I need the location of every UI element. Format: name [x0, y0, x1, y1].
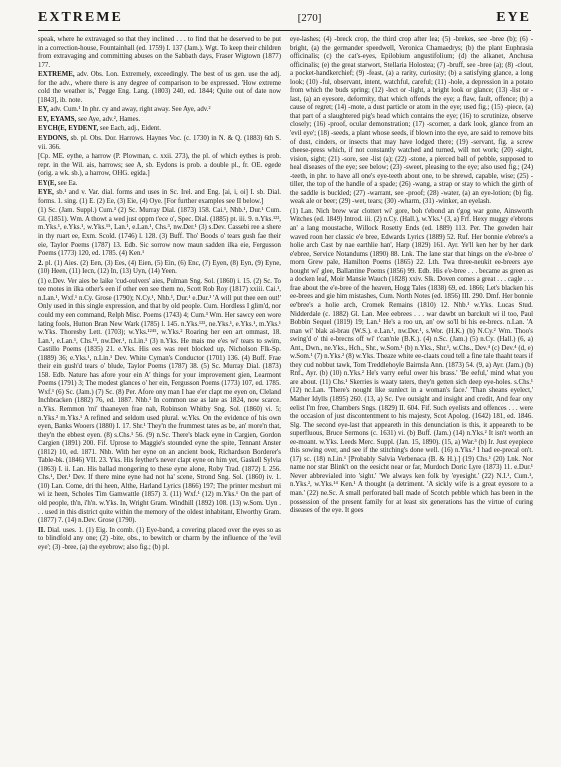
dictionary-entry [38, 153, 281, 179]
dictionary-entry [38, 71, 281, 105]
entry-text: Dial. uses. 1. (1) Eig. In comb. (1) Eye-band, a covering placed over the eyes so as to blindfold any one; (2) -bite, obs., to bewitch or charm by the influence of the 'evil eye'; (3) -bree, (a) the eyebrow; also fig.; (b) pl. [38, 526, 281, 551]
entry-text: (1) Lan. Nich brew war clottert wi' gore, boh t'ebond an t'gog war gone, Ainsworth Witches (ed. 1849) Introd. iii. (2) n.Cy. (Hall.), w.Yks.¹ (3, a) Frf. Hexy muggy e'ebrons an' a lang moustache, Willock Rosetty Ends (ed. 1889) 113. Per. The gowden hair waved roon her classic e'e bree, Edwards Lyrics (1889) 52. Ruf. Her bonnie e'ebree's a holie arch Cast by nae earthlie han', Harp (1829) 161. Ayr. Ye'll ken her by her dark e'ebree, Service Notandums (1890) 88. Lnk. The lane star that hings on the e'e-bree o' morn Grew pale, Hamilton Poems (1865) 22. Lth. Twa three-neukit ee-breers aye hought wi' glee, Ballantine Poems (1856) 99. Edb. His e'e-bree . . . became as green as a docken leaf, Moir Mansie Wauch (1828) xxiv. Slk. Doven comes a great . . . cagle . . . frae about the e'e-bree of the heaven, Hogg Tales (1838) 69, ed. 1866; Let's blacken his ee-brees and gie him mistashes, Cum. North Notes (ed. 1856) III. 290. Dmf. Her bonnie ee'bree's a holie arch, Cromek Remains (1810) 12. Nhb.¹ w.Yks. Lucas Stud. Nidderdale (c. 1882) Gl. Lan. Mee eebrees . . . war dawbt un barckult wi il too, Paul Bobbin Sequel (1819) 19; Lan.¹ He's a roo un, an' ow so'll bi his ee-brecs. n.Lan. 'A man wi' blak ai-brau (W.S.). e.Lan.¹, nw.Der.¹, s.Wor. (H.K.) (b) N.Cy.² Wm. Thoo's swing'd o' thi e-brecns off wi' t'can'nle (B.K.). (4) n.Sc. (Jam.) (5) n.Cy. (Hall.) (6, a) Ant., Dwn., ne.Yks., Hch., Shr., w.Som.¹ (b) n.Yks., Shr.¹, w.Chs., Dev.⁴ (c) Dev.⁴ (d, e) w.Som.¹ (7) n.Yks.² (8) w.Yks. Theaze white ee-claats coud tell a fine tale thaaht tears if they cud nobbut tawk, Tom Treddlehoyle Bairnsla Ann. (1873) 54. (9, a) Ayr. (Jam.) (b) Rnf., Ayr. (b) (10) n.Yks.² He's varry eeful ower his brass.' 'Be eeful,' mind what you are about. (11) Chs.¹ Skerries is waaty taters, they'n getten sich deep eye-holes. s.Chs.¹ (12) nc.Lan. 'There's nought like sunlect in a woman's face.' 'Than sheans eyelect,' Mather Idylls (1895) 260. (13, a) Sc. I've outsight and insight and credit, And fear ony eelist I'm free, Chambers Sngs. (1829) II. 604. Fif. Such eyelists and offences . . . were the occasion of just discontentment to his majesty, Scot Apolog. (1642) 181, ed. 1846. Slg. The second eye-last that appeareth in this denunciation is this, it appeareth to be superfluous, Bruce Sermons (c. 1631) vi. (b) Buff. (Jam.) (14) n.Yks.² It isn't worth an ee-moant. w.Yks. Leeds Merc. Suppl. (Jan. 15, 1890). (15, a) War.³ (b) Ir. Just eyepiece this sowing over, and see if the stitching's done well. (16) n.Yks.² I had ee-precal on't. (17) sc. (18) n.Lin.¹ [Probably Salvia Verbenaca (B. & H.).] (19) Chs.¹ (20) Lnk. Nor name nor star Blink't on the eesicht near or far, Murdoch Doric Lyre (1873) 11. e.Dur.¹ Never abbrevialed into 'sight.' 'We always ken folk by 'eyesight.' (22) N.I.¹, Cum.¹, n.Yks.², w.Yks.¹⁴ Ken.¹ A thought (a detriment. 'A sickly wife is a great eyesore to a man.' (22) ne.Sc. A small perforated ball made of Scotch pebble which has been in the possession of the present family for at least six generations has the virtue of curing diseases of the eye. It goes [290, 207, 533, 515]
entry-headword: EXTREME, [38, 71, 75, 79]
entry-text: speak, where he extravaged so that they inclined . . . to find that he deserved to be put in a correction-house, Fountainhall (ed. 1759) I. 137 (Jam.). Wgt. To keep their children from extravaging and committing abuses on the Sabbath days, Fraser Wigtown (1877) 177. [38, 36, 281, 69]
entry-text: see Aye, adv.², Hames. [78, 115, 141, 123]
entry-text: adv. Obs. Lon. Extremely, exceedingly. The best of us gen. use the adj. for the adv., where there is any degree of comparison to be expressed. 'How extreme cold the weather is,' Pegge Eng. Lang. (1803) 240, ed. 1844; Quite out of date now [1843], ib. note. [38, 71, 281, 104]
dictionary-entry [38, 125, 281, 134]
dictionary-entry [38, 116, 281, 125]
dictionary-entry [290, 208, 533, 516]
entry-headword: 2. [38, 259, 44, 267]
entry-text: see Ea. [57, 179, 78, 187]
dictionary-entry [38, 180, 281, 189]
dictionary-entry [38, 106, 281, 115]
entry-text: pl. (1) Aies. (2) Een, (3) Ees, (4) Eien, (5) Ein, (6) Enc, (7) Eyen, (8) Eyn, (9) Eyne, (10) Heen, (11) Iecn, (12) In, (13) Uyn, (14) Yeen. [38, 259, 281, 276]
dictionary-entry [38, 189, 281, 206]
header-right-word: EYE [496, 10, 531, 25]
entry-text: (1) e.Dev. Ver aies be laike 'cud-oulvers' aies, Pulman Sng. Sol. (1860) i. 15. (2) Sc. To tee motes in ilka other's een if other een see them no, Scott Rob Roy (1817) xxiii. Cai.¹, n.Lan.¹, Wxf.¹ n.Cy. Grose (1790); N.Cy.¹, Nhb.¹, Dur.¹ e.Dur.¹ 'A will put thee een out!' Only used in this single expression, and that by old people. Cum. Hordless I glim'd, nor could my een command, Relph Misc. Poems (1743) 4; Cum.³ Wm. Her sawcy een wore lating fools, Hutton Bran New Wark (1785) l. 145. n.Yks.¹²³, ne.Yks.¹, e.Yks.¹, m.Yks.¹ w.Yks. Thoresby Lett. (1703); w.Yks.¹²⁴⁵, w.Yks.² Roaring her een art ommast, 18. Lan.¹, e.Lan.¹, Chs.¹³, nw.Der.¹, n.Lin.¹ (3) n.Yks. He mais me e'es wi' tears to swim, Castillo Poems (1835) 21. e.Yks. His ees was reet blocked up, Nicholson Flk-Sp. (1889) 36; e.Yks.¹, n.Lin.¹ Dev. White Cyman's Conductor (1701) 136. (4) Buff. Frae their ein gush'd tears o' blude, Taylor Poems (1787) 38. (5) Sc. Murray Dial. (1873) 158. Edb. Nature has afore your ein A' things for your improvement gien, Learmont Poems (1791) 3; The modest glances o' her ein, Fergusson Poems (1773) 107, ed. 1785. Wxf.¹ (6) Sc. (Jam.) (7) Sc. (8) Per. Afore ony man I hae e'er clapt me eyen on, Cleland Inchbracken (1882) 76, ed. 1887. Nhb.¹ In common use as late as 1824, now scarce. n.Yks. Remmon 'mi' thaaneyen frae nah, Robinson Whitby Sng. Sol. (1860) vi. 5; n.Yks.² m.Yks.¹ A refined and seldom used plural. w.Yks. On the evidence of his own eyen, Banks Wooers (1880) I. 17. Shr.¹ They'n the frummest tates as be, an' more'n that, they'n the ebbest eyen. (8) s.Chs.¹ 56. (9) n.Sc. There's black eyne in Cargien, Gordon Cargien (1891) 200. Fif. Uprose to Maggie's stounded eyne the spite, Tennant Anster (1812) 10, ed. 1871. Nhb. With her eyne on an ancient book, Richardson Borderer's Table-bk. (1846) VII. 23. Yks. His feyther's never clapt eyne on him yet, Gaskell Sylvia (1863) I. ii. Lan. His ballad mongering to these eyne alone, Roby Trad. (1872) I. 256. Chs.¹, Der.¹ Dev. If there mine eyne had not ha' scene, Strond Sng. Sol. (1860) iv. 1. (10) Lan. Come, dri thi heen, Althe, Harland Lyrics (1866) 197; The printer mcshurt mi wi iz heen, Scholes Tim Gamwattle (1857) 3. (11) Wxf.¹ (12) m.Yks.¹ On the part of old people, th'n, i'h'n. w.Yks. In, Wright Gram. Windhill (1892) 108. (13) w.Som. Uyn . . . used in this district quite within the memory of the oldest inhabitant, Elworthy Gram. (1877) 7. (14) n.Dev. Grose (1790). [38, 277, 281, 525]
entry-text: eye-lashes; (4) -breck crop, the third crop after lea; (5) -brekes, see -bree (b); (6) -bright, (a) the germander speedwell, Veronica Chamaedrys; (b) the plant Euphrasia officinalis; (c) the cat's-eyes, Epilobium angustifolium; (d) the alkanet, Anchusa officinalis; (e) the great starwort, Stellaria Holostea; (7) -bruff, see -bree (a); (8) -clout, a pocket-handkerchief; (9) -feast, (a) a rarity, curiosity; (b) a satisfying glance, a long look; (10) -ful, observant, intent, watchful, careful; (11) -hole, a depression in a potato from which the buds spring; (12) -lect or -light, a bright look or glance; (13) -list or -last, (a) an eyesore, deformity, that which offends the eye; a flaw, fault, offence; (b) a cause of regret; (14) -mote, a dust particle or atom in the eye; used fig.; (15) -piece, (a) that part of a slaughtered pig's head which contains the eye; (16) to scrutinize, observe closely; (16) -proof, ocular demonstration; (17) -scorner, a dark look, glance from an 'evil eye'; (18) -seeds, a plant whose seeds, if blown into the eye, are said to remove bits of dust, cinders, or insects that may have lodged there; (19) -servant, fig. a screw cheese-press which, if not constantly watched and turned, will not work; (20) -sight, vision, sight; (21) -sore, see -list (a); (22) -stone, a pierced ball of pebble, supposed to heal diseases of the eye; see below; (23) -sweet, pleasing to the eye; also used fig.; (24) -teeth, in phr. to have all one's eye-teeth about one, to be shrewd, capable, wise; (25) -tiller, the top of the handle of a spade; (26) -wang, a strap or stay to which the girth of the saddle is buckled; (27) -warrant, see -proof; (28) -water, (a) an eye-lotion; (b) fig. weak ale or beer; (29) -wet, tears; (30) -wharm, (31) -winker, an eyelash. [290, 36, 533, 206]
right-column [290, 36, 533, 758]
dictionary-entry [38, 527, 281, 553]
entry-headword: EY, [38, 106, 49, 114]
dictionary-entry [38, 260, 281, 277]
dictionary-entry [38, 278, 281, 526]
entry-text: sb. pl. Obs. Dor. Harrows. Haynes Voc. (c. 1730) in N. & Q. (1883) 6th S. vii. 366. [38, 135, 281, 151]
entry-headword: EY, EYAMS, [38, 115, 77, 123]
dictionary-entry [38, 36, 281, 70]
entry-headword: EYDONS, [38, 135, 69, 143]
entry-headword: EYE, [38, 189, 54, 197]
entry-headword: EY(E, [38, 179, 57, 187]
page-header [38, 10, 531, 31]
entry-text: (1) Sc. (Jam. Suppl.) Cum.³ (2) Sc. Murray Dial. (1873) 158. Cai.¹, Nhb.¹, Dur.¹ Cum. Gl. (1851). Wm. A thowt a wed just oppm t'ece o', Spec. Dial. (1885) pt. iii. 9. n.Yks.¹²³, m.Yks.¹, e.Yks.¹, w.Yks.¹⁵, Lan.¹, e.Lan.¹, Chs.³, nw.Der.¹ (3) s.Dev. Cassebi ree a shere in thy ruart ee, Exm. Scold. (1746) l. 128. (3) Buff. Tho' Boods o' tears gush fae their eie, Taylor Poems (1787) 13. Edb. Sic sorrow now maun sadden ilka eie, Fergusson Poems (1773) 120, ed. 1785. (4) Ken.¹ [38, 207, 281, 258]
entry-headword: EYCH(E, EYDENT, [38, 125, 99, 133]
dictionary-entry [38, 135, 281, 152]
dictionary-entry [38, 207, 281, 258]
entry-text: see Each, adj., Eident. [99, 125, 161, 133]
entry-text: sb.¹ and v. Var. dial. forms and uses in Sc. Irel. and Eng. [ai, i, oi] I. sb. Dial. forms. 1. sing. (1) E. (2) Ee, (3) Eie, (4) Oye. [For further examples see II below.] [38, 189, 281, 205]
entry-text: adv. Cum.¹ In phr. cy and away, right away. See Aye, adv.² [50, 106, 211, 114]
dictionary-entry [290, 36, 533, 207]
page-number: [270] [297, 12, 322, 24]
header-left-word: EXTREME [38, 10, 123, 25]
entry-text: [Cp. ME. eythe, a harrow (P. Plowman, c. xxii. 273), the pl. of which eythes is prob. repr. in the Wil. ais, harrows; see A, sb. Eydons is prob. a double pl., fr. OE. egede (orig. a wk. sb.), a harrow, OHG. egida.] [38, 153, 281, 178]
entry-headword: II. [38, 526, 46, 534]
left-column [38, 36, 281, 758]
